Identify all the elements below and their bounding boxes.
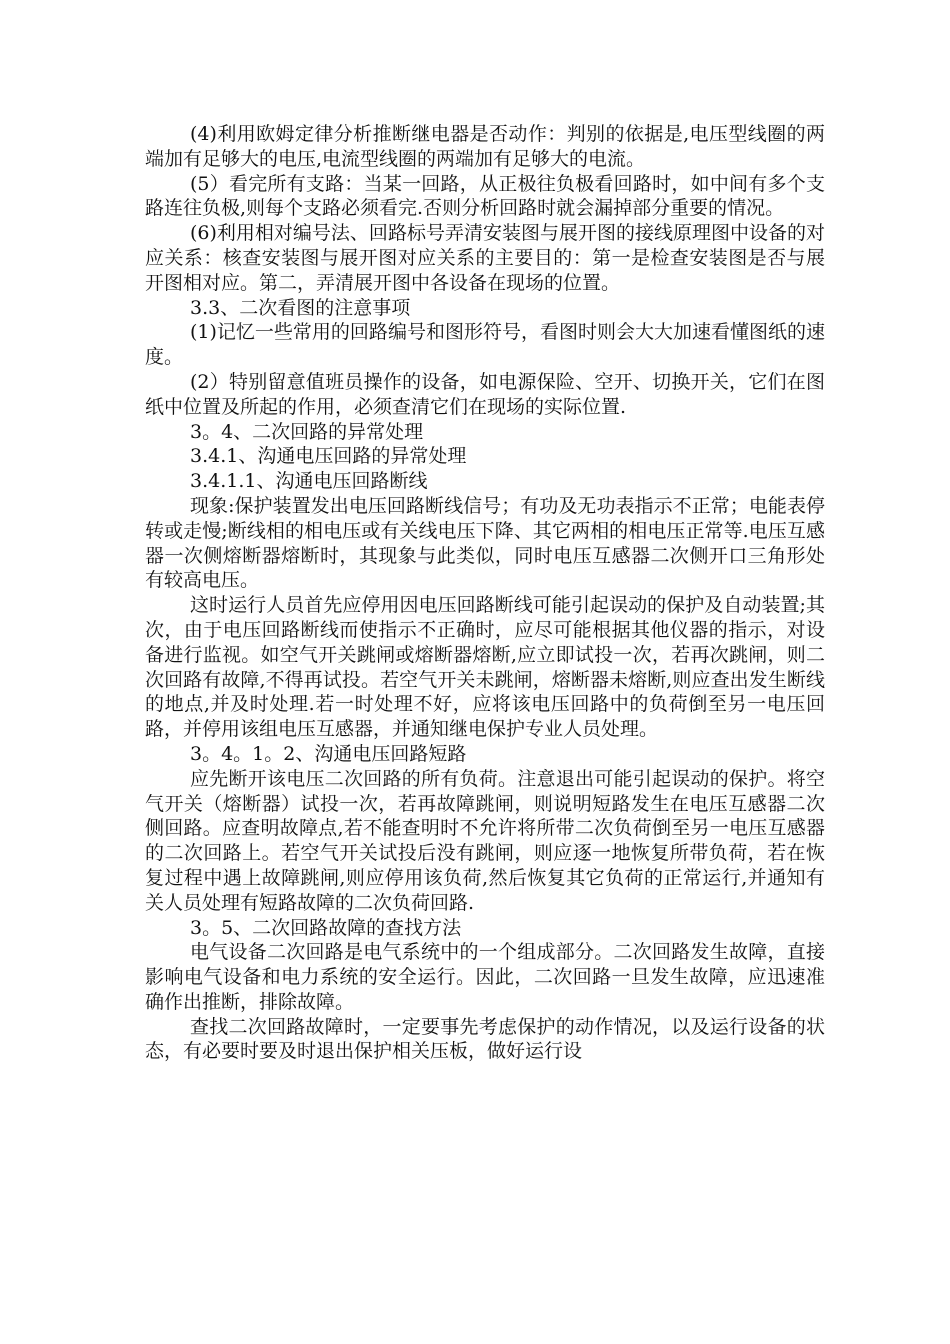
paragraph-note-2: (2）特别留意值班员操作的设备，如电源保险、空开、切换开关，它们在图纸中位置及所起的作用，必须查清它们在现场的实际位置. [145, 370, 825, 418]
paragraph-symptoms: 现象:保护装置发出电压回路断线信号；有功及无功表指示不正常；电能表停转或走慢;断线相的相电压或有关线电压下降、其它两相的相电压正常等.电压互感器一次侧熔断器熔断时，其现象与此类似，同时电压互感器二次侧开口三角形处有较高电压。 [145, 494, 825, 592]
section-heading-3-4: 3。4、二次回路的异常处理 [190, 420, 424, 443]
paragraph-item-6: (6)利用相对编号法、回路标号弄清安装图与展开图的接线原理图中设备的对应关系：核查安装图与展开图对应关系的主要目的：第一是检查安装图是否与展开图相对应。第二，弄清展开图中各设备在现场的位置。 [145, 222, 825, 294]
section-heading-3-4-1-1: 3.4.1.1、沟通电压回路断线 [190, 470, 428, 493]
document-page [145, 122, 825, 1064]
paragraph-note-1: (1)记忆一些常用的回路编号和图形符号，看图时则会大大加速看懂图纸的速度。 [145, 321, 825, 369]
paragraph-fault-search: 查找二次回路故障时，一定要事先考虑保护的动作情况，以及运行设备的状态，有必要时要及时退出保护相关压板，做好运行设 [145, 1015, 825, 1063]
paragraph-fault-overview: 电气设备二次回路是电气系统中的一个组成部分。二次回路发生故障，直接影响电气设备和电力系统的安全运行。因此，二次回路一旦发生故障，应迅速准确作出推断，排除故障。 [145, 941, 825, 1013]
section-heading-3-3: 3.3、二次看图的注意事项 [190, 296, 411, 319]
section-heading-3-4-1: 3.4.1、沟通电压回路的异常处理 [190, 445, 467, 468]
paragraph-open-circuit-handling: 这时运行人员首先应停用因电压回路断线可能引起误动的保护及自动装置;其次，由于电压回路断线而使指示不正确时，应尽可能根据其他仪器的指示，对设备进行监视。如空气开关跳闸或熔断器熔断,应立即试投一次，若再次跳闸，则二次回路有故障,不得再试投。若空气开关未跳闸，熔断器未熔断,则应查出发生断线的地点,并及时处理.若一时处理不好，应将该电压回路中的负荷倒至另一电压回路，并停用该组电压互感器，并通知继电保护专业人员处理。 [145, 594, 825, 741]
paragraph-item-5: (5）看完所有支路：当某一回路，从正极往负极看回路时，如中间有多个支路连往负极,则每个支路必须看完.否则分析回路时就会漏掉部分重要的情况。 [145, 172, 825, 220]
paragraph-item-4: (4)利用欧姆定律分析推断继电器是否动作：判别的依据是,电压型线圈的两端加有足够大的电压,电流型线圈的两端加有足够大的电流。 [145, 123, 825, 170]
section-heading-3-5: 3。5、二次回路故障的查找方法 [190, 916, 462, 939]
section-heading-3-4-1-2: 3。4。1。2、沟通电压回路短路 [190, 742, 467, 765]
paragraph-short-circuit-handling: 应先断开该电压二次回路的所有负荷。注意退出可能引起误动的保护。将空气开关（熔断器）试投一次，若再故障跳闸，则说明短路发生在电压互感器二次侧回路。应查明故障点,若不能查明时不允许将所带二次负荷倒至另一电压互感器的二次回路上。若空气开关试投后没有跳闸，则应逐一地恢复所带负荷，若在恢复过程中遇上故障跳闸,则应停用该负荷,然后恢复其它负荷的正常运行,并通知有关人员处理有短路故障的二次负荷回路. [145, 767, 825, 914]
